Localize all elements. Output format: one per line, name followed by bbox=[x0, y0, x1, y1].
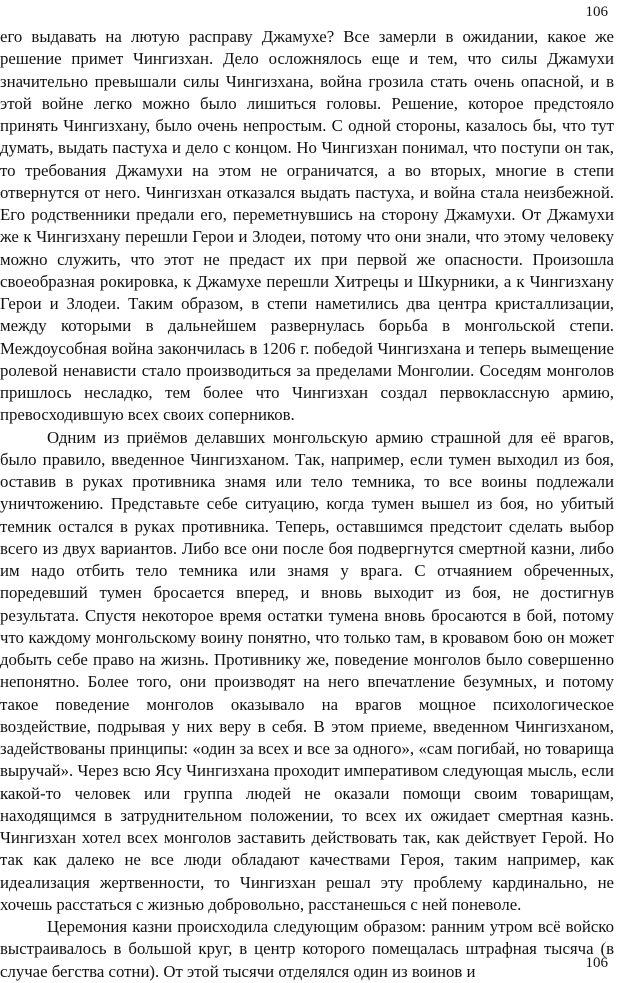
page-number-bottom: 106 bbox=[585, 955, 608, 971]
body-text bbox=[0, 26, 614, 983]
paragraph-1: его выдавать на лютую расправу Джамухе? Все замерли в ожидании, какое же решение примет Чингизхан. Дело осложнялось еще и тем, что силы Джамухи значительно превышали силы Чингизхана, война грозила стать очень опасной, и в этой войне легко можно было лишиться головы. Решение, которое предстояло принять Чингизхану, было очень непростым. С одной стороны, казалось бы, что тут думать, выдать пастуха и дело с концом. Но Чингизхан понимал, что поступи он так, то требования Джамухи на этом не ограничатся, а во вторых, многие в степи отвернутся от него. Чингизхан отказался выдать пастуха, и война стала неизбежной. Его родственники предали его, переметнувшись на сторону Джамухи. От Джамухи же к Чингизхану перешли Герои и Злодеи, потому что они знали, что этому человеку можно служить, что этот не предаст их при первой же опасности. Произошла своеобразная рокировка, к Джамухе перешли Хитрецы и Шкурники, а к Чингизхану Герои и Злодеи. Таким образом, в степи наметились два центра кристаллизации, между которыми в дальнейшем развернулась борьба в монгольской степи. Междоусобная война закончилась в 1206 г. победой Чингизхана и теперь вымещение ролевой ненависти стало производиться за пределами Монголии. Соседям монголов пришлось несладко, тем более что Чингизхан создал первоклассную армию, превосходившую всех своих соперников. bbox=[0, 27, 614, 425]
paragraph-3: Церемония казни происходила следующим образом: ранним утром всё войско выстраивалось в большой круг, в центр которого помещалась штрафная тысяча (в случае бегства сотни). От этой тысячи отделялся один из воинов и bbox=[0, 917, 614, 981]
paragraph-2: Одним из приёмов делавших монгольскую армию страшной для её врагов, было правило, введенное Чингизханом. Так, например, если тумен выходил из боя, оставив в руках противника знамя или тело темника, то все воины подлежали уничтожению. Представьте себе ситуацию, когда тумен вышел из боя, но убитый темник остался в руках противника. Теперь, оставшимся предстоит сделать выбор всего из двух вариантов. Либо все они после боя подвергнутся смертной казни, либо им надо отбить тело темника или знамя у врага. С отчаянием обреченных, поредевший тумен бросается вперед, и вновь выходит из боя, не достигнув результата. Спустя некоторое время остатки тумена вновь бросаются в бой, потому что каждому монгольскому воину понятно, что только там, в кровавом бою он может добыть себе право на жизнь. Противнику же, поведение монголов было совершенно непонятно. Более того, они производят на него впечатление безумных, и потому такое поведение монголов оказывало на врагов мощное психологическое воздействие, подрывая у них веру в себя. В этом приеме, введенном Чингизханом, задействованы принципы: «один за всех и все за одного», «сам погибай, но товарища выручай». Через всю Ясу Чингизхана проходит императивом следующая мысль, если какой-то человек или группа людей не оказали помощи своим товарищам, находящимся в затруднительном положении, то всех их ожидает смертная казнь. Чингизхан хотел всех монголов заставить действовать так, как действует Герой. Но так как далеко не все люди обладают качествами Героя, таким например, как идеализация жертвенности, то Чингизхан решал эту проблему кардинально, не хочешь расстаться с жизнью добровольно, расстанешься с ней поневоле. bbox=[0, 427, 614, 914]
page-number-top: 106 bbox=[585, 4, 608, 20]
